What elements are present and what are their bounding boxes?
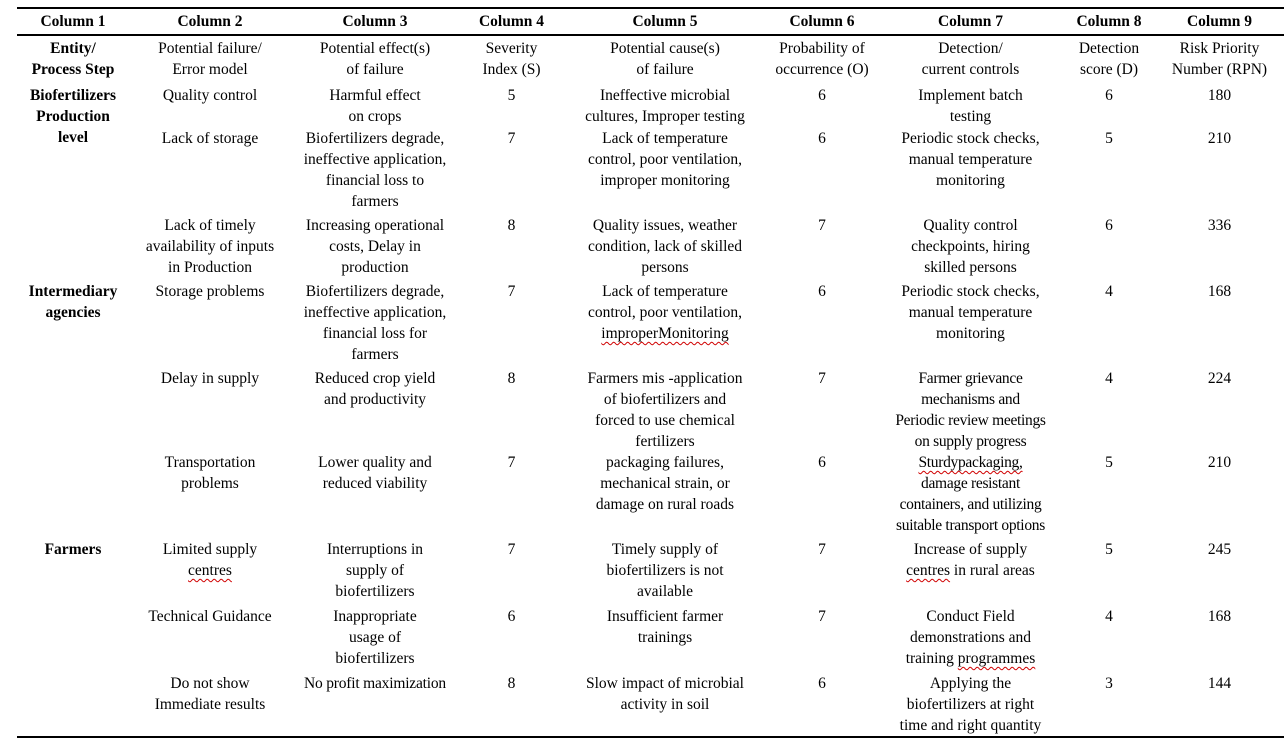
entity-label: Biofertilizers Production level	[29, 87, 117, 146]
rpn-cell: 245	[1207, 541, 1232, 558]
controls-cell: Quality control checkpoints, hiring skilled persons	[911, 217, 1030, 276]
controls-text: in rural areas	[950, 562, 1035, 579]
header-column-2: Column 2	[177, 13, 243, 30]
detection-cell: 4	[1105, 283, 1113, 300]
failure-cell: Delay in supply	[160, 370, 260, 387]
rpn-cell: 336	[1207, 217, 1232, 234]
detection-cell: 4	[1105, 608, 1113, 625]
header-column-5: Column 5	[632, 13, 698, 30]
severity-cell: 8	[507, 217, 516, 234]
spellcheck-flagged-text: centres	[906, 562, 951, 579]
controls-line: demonstrations and	[910, 629, 1031, 646]
effect-cell: Reduced crop yield and productivity	[314, 370, 436, 408]
table-row	[17, 539, 1284, 606]
failure-cell	[129, 539, 291, 606]
controls-cell: Periodic stock checks, manual temperature monitoring	[901, 130, 1040, 189]
effect-cell: Biofertilizers degrade, ineffective application, financial loss to farmers	[303, 130, 447, 210]
effect-cell: Interruptions in supply of biofertilizers	[327, 541, 423, 600]
cause-line: control, poor ventilation,	[587, 304, 743, 321]
subheader-failure: Potential failure/ Error model	[158, 40, 262, 78]
controls-text: damage resistant containers, and utilizing suitable transport options	[896, 475, 1045, 534]
subheader-occurrence: Probability of occurrence (O)	[775, 40, 869, 78]
cause-cell: packaging failures, mechanical strain, or damage on rural roads	[595, 454, 735, 513]
cause-line: Lack of temperature	[602, 283, 728, 300]
failure-cell: Transportation problems	[164, 454, 256, 492]
subheader-detection: Detection score (D)	[1078, 40, 1140, 78]
header-column-4: Column 4	[478, 13, 545, 30]
table-row	[17, 368, 1284, 452]
spellcheck-flagged-text: Sturdypackaging,	[918, 454, 1023, 471]
rpn-cell: 224	[1207, 370, 1232, 387]
severity-cell: 7	[507, 283, 516, 300]
controls-text: training	[905, 650, 958, 667]
occurrence-cell: 7	[818, 541, 826, 558]
controls-cell	[878, 539, 1063, 606]
header-row	[17, 9, 1284, 34]
entity-cell	[17, 673, 129, 736]
header-column-3: Column 3	[342, 13, 408, 30]
table-row	[17, 128, 1284, 215]
cause-cell: Quality issues, weather condition, lack of skilled persons	[587, 217, 743, 276]
cause-cell: Insufficient farmer trainings	[606, 608, 724, 646]
controls-text: Increase of supply	[913, 541, 1028, 558]
effect-cell: Biofertilizers degrade, ineffective application, financial loss for farmers	[303, 283, 447, 363]
occurrence-cell: 6	[818, 454, 826, 471]
spellcheck-flagged-text: improperMonitoring	[601, 325, 729, 342]
header-column-7: Column 7	[937, 13, 1004, 30]
spellcheck-flagged-text: centres	[188, 562, 232, 579]
effect-cell: No profit maximization	[304, 675, 446, 692]
header-column-9: Column 9	[1186, 13, 1253, 30]
subheader-cause: Potential cause(s) of failure	[610, 40, 720, 78]
effect-cell: Increasing operational costs, Delay in production	[305, 217, 445, 276]
header-column-8: Column 8	[1076, 13, 1142, 30]
cause-cell: Slow impact of microbial activity in soil	[586, 675, 744, 713]
subheader-effect: Potential effect(s) of failure	[319, 40, 431, 78]
occurrence-cell: 6	[818, 130, 826, 147]
detection-cell: 5	[1105, 454, 1113, 471]
effect-cell: Harmful effect on crops	[329, 87, 421, 125]
detection-cell: 6	[1105, 217, 1113, 234]
entity-cell: Farmers	[44, 541, 102, 558]
failure-text: Limited supply	[162, 541, 258, 558]
entity-cell	[17, 85, 129, 146]
entity-cell	[17, 368, 129, 452]
occurrence-cell: 6	[818, 675, 826, 692]
effect-cell: Inappropriate usage of biofertilizers	[333, 608, 417, 667]
failure-cell: Quality control	[162, 87, 258, 104]
severity-cell: 6	[507, 608, 516, 625]
cause-cell: Farmers mis -application of biofertilizers and forced to use chemical fertilizers	[587, 370, 743, 450]
rpn-cell: 210	[1207, 454, 1232, 471]
entity-cell	[17, 452, 129, 539]
controls-cell: Farmer grievance mechanisms and Periodic review meetings on supply progress	[895, 370, 1046, 450]
table-row	[17, 215, 1284, 281]
severity-cell: 5	[507, 87, 516, 104]
subheader-row	[17, 36, 1284, 85]
failure-cell: Lack of storage	[161, 130, 259, 147]
subheader-rpn: Risk Priority Number (RPN)	[1171, 40, 1268, 78]
controls-line: Conduct Field	[926, 608, 1015, 625]
failure-cell: Technical Guidance	[148, 608, 272, 625]
header-column-6: Column 6	[789, 13, 855, 30]
detection-cell: 5	[1105, 130, 1113, 147]
subheader-entity: Entity/ Process Step	[31, 40, 115, 78]
controls-cell: Implement batch testing	[918, 87, 1023, 125]
subheader-severity: Severity Index (S)	[482, 40, 541, 78]
failure-cell: Lack of timely availability of inputs in Production	[145, 217, 275, 276]
detection-cell: 3	[1105, 675, 1113, 692]
cause-cell: Ineffective microbial cultures, Improper testing	[585, 87, 745, 125]
table-row	[17, 281, 1284, 368]
severity-cell: 8	[507, 370, 516, 387]
rpn-cell: 144	[1207, 675, 1232, 692]
cause-cell: Timely supply of biofertilizers is not available	[606, 541, 724, 600]
occurrence-cell: 6	[818, 283, 826, 300]
failure-cell: Storage problems	[155, 283, 265, 300]
severity-cell: 7	[507, 454, 516, 471]
failure-cell: Do not show Immediate results	[154, 675, 266, 713]
table-bottom-rule	[17, 736, 1284, 738]
rpn-cell: 210	[1207, 130, 1232, 147]
effect-cell: Lower quality and reduced viability	[318, 454, 432, 492]
cause-cell	[564, 281, 766, 368]
occurrence-cell: 7	[818, 217, 826, 234]
occurrence-cell: 7	[818, 370, 826, 387]
table-row	[17, 452, 1284, 539]
controls-cell	[878, 452, 1063, 539]
spellcheck-flagged-text: programmes	[957, 650, 1036, 667]
severity-cell: 7	[507, 130, 516, 147]
detection-cell: 6	[1105, 87, 1113, 104]
severity-cell: 8	[507, 675, 516, 692]
entity-cell	[17, 606, 129, 673]
occurrence-cell: 6	[818, 87, 826, 104]
cause-cell: Lack of temperature control, poor ventilation, improper monitoring	[587, 130, 743, 189]
occurrence-cell: 7	[818, 608, 826, 625]
rpn-cell: 168	[1207, 608, 1232, 625]
subheader-controls: Detection/ current controls	[921, 40, 1020, 78]
controls-cell	[878, 606, 1063, 673]
controls-cell: Periodic stock checks, manual temperature monitoring	[901, 283, 1040, 342]
detection-cell: 5	[1105, 541, 1113, 558]
rpn-cell: 180	[1207, 87, 1232, 104]
header-column-1: Column 1	[40, 13, 106, 30]
controls-cell: Applying the biofertilizers at right time and right quantity	[899, 675, 1042, 734]
rpn-cell: 168	[1207, 283, 1232, 300]
fmea-table	[17, 7, 1284, 738]
severity-cell: 7	[507, 541, 516, 558]
table-row	[17, 673, 1284, 736]
entity-cell	[17, 215, 129, 281]
detection-cell: 4	[1105, 370, 1113, 387]
table-row	[17, 606, 1284, 673]
entity-cell: Intermediary agencies	[28, 283, 118, 321]
